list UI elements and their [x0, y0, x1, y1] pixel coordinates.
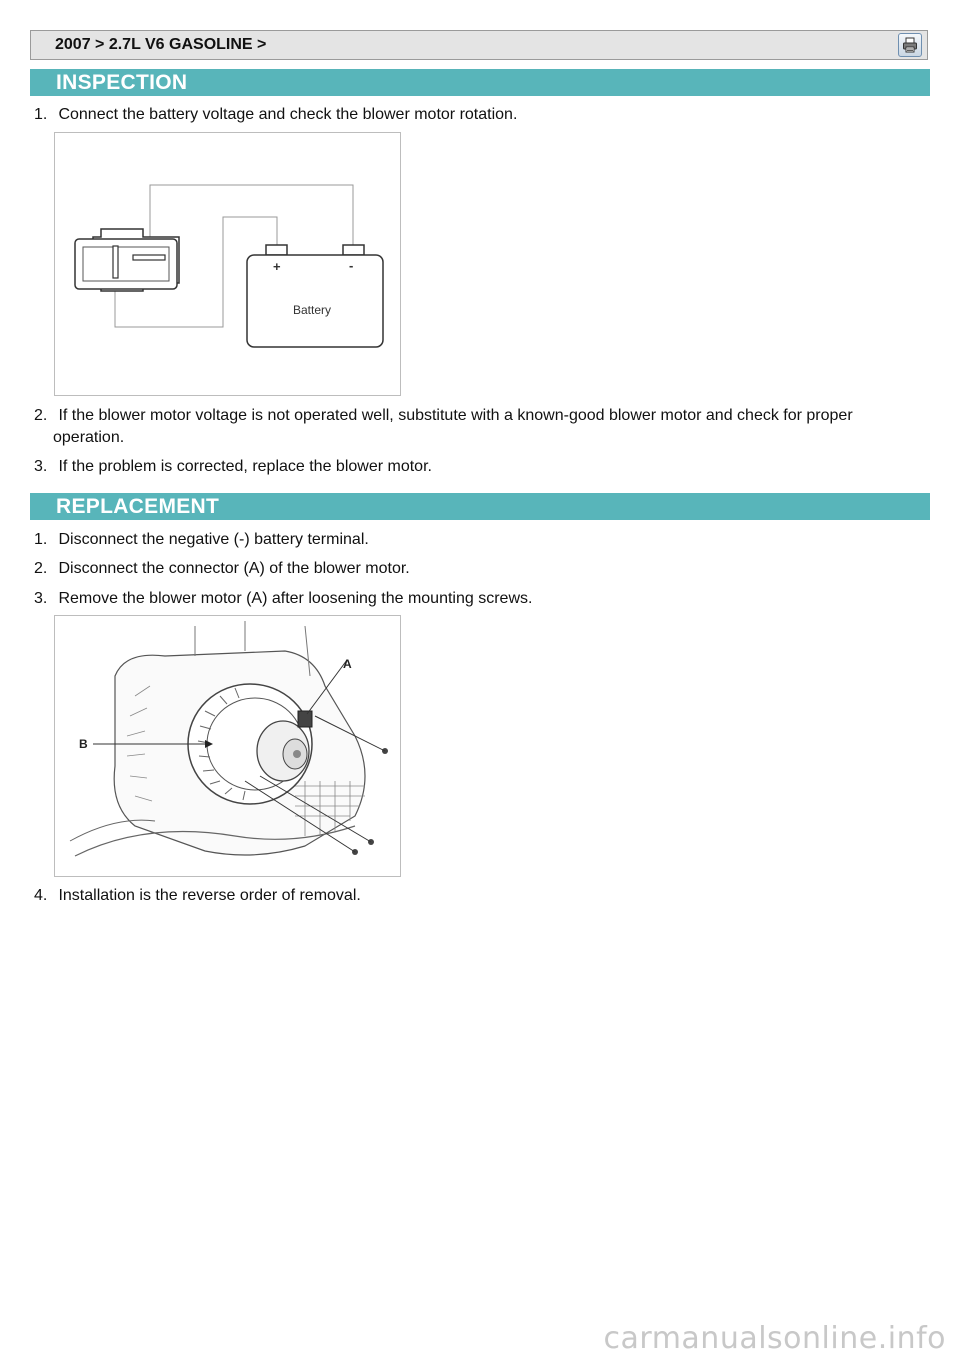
replacement-step-2: [34, 558, 924, 580]
inspection-step-2: [34, 405, 924, 449]
step-number: 1.: [34, 106, 48, 123]
section-header-replacement: REPLACEMENT: [30, 493, 930, 520]
step-text: Disconnect the connector (A) of the blower motor.: [58, 560, 410, 577]
callout-b: B: [79, 737, 88, 751]
print-button[interactable]: [898, 33, 922, 57]
step-text: Connect the battery voltage and check the blower motor rotation.: [58, 106, 518, 123]
printer-icon: [902, 37, 918, 53]
inspection-step-3: [34, 456, 924, 478]
step-text: If the blower motor voltage is not operated well, substitute with a known-good blower motor and check for proper: [58, 407, 853, 424]
step-number: 2.: [34, 407, 48, 424]
section-header-inspection: INSPECTION: [30, 69, 930, 96]
battery-minus-label: -: [349, 258, 354, 273]
step-text: Disconnect the negative (-) battery terminal.: [58, 531, 369, 548]
breadcrumb: [30, 30, 928, 60]
battery-label: Battery: [293, 303, 332, 317]
step-number: 1.: [34, 531, 48, 548]
step-text: If the problem is corrected, replace the blower motor.: [58, 458, 432, 475]
step-text: Installation is the reverse order of removal.: [58, 887, 361, 904]
battery-wiring-diagram: [54, 132, 401, 396]
replacement-step-4: [34, 885, 924, 907]
step-number: 2.: [34, 560, 48, 577]
battery-plus-label: +: [273, 259, 281, 274]
step-text-continued: operation.: [53, 429, 125, 446]
callout-a: A: [343, 657, 352, 671]
replacement-step-3: [34, 588, 924, 610]
step-text: Remove the blower motor (A) after loosening the mounting screws.: [58, 590, 533, 607]
step-number: 4.: [34, 887, 48, 904]
blower-motor-illustration: [54, 615, 401, 877]
breadcrumb-text: 2007 > 2.7L V6 GASOLINE >: [55, 36, 267, 53]
replacement-step-1: [34, 529, 924, 551]
step-number: 3.: [34, 458, 48, 475]
step-number: 3.: [34, 590, 48, 607]
watermark: carmanualsonline.info: [603, 1321, 946, 1356]
inspection-step-1: [34, 104, 924, 126]
